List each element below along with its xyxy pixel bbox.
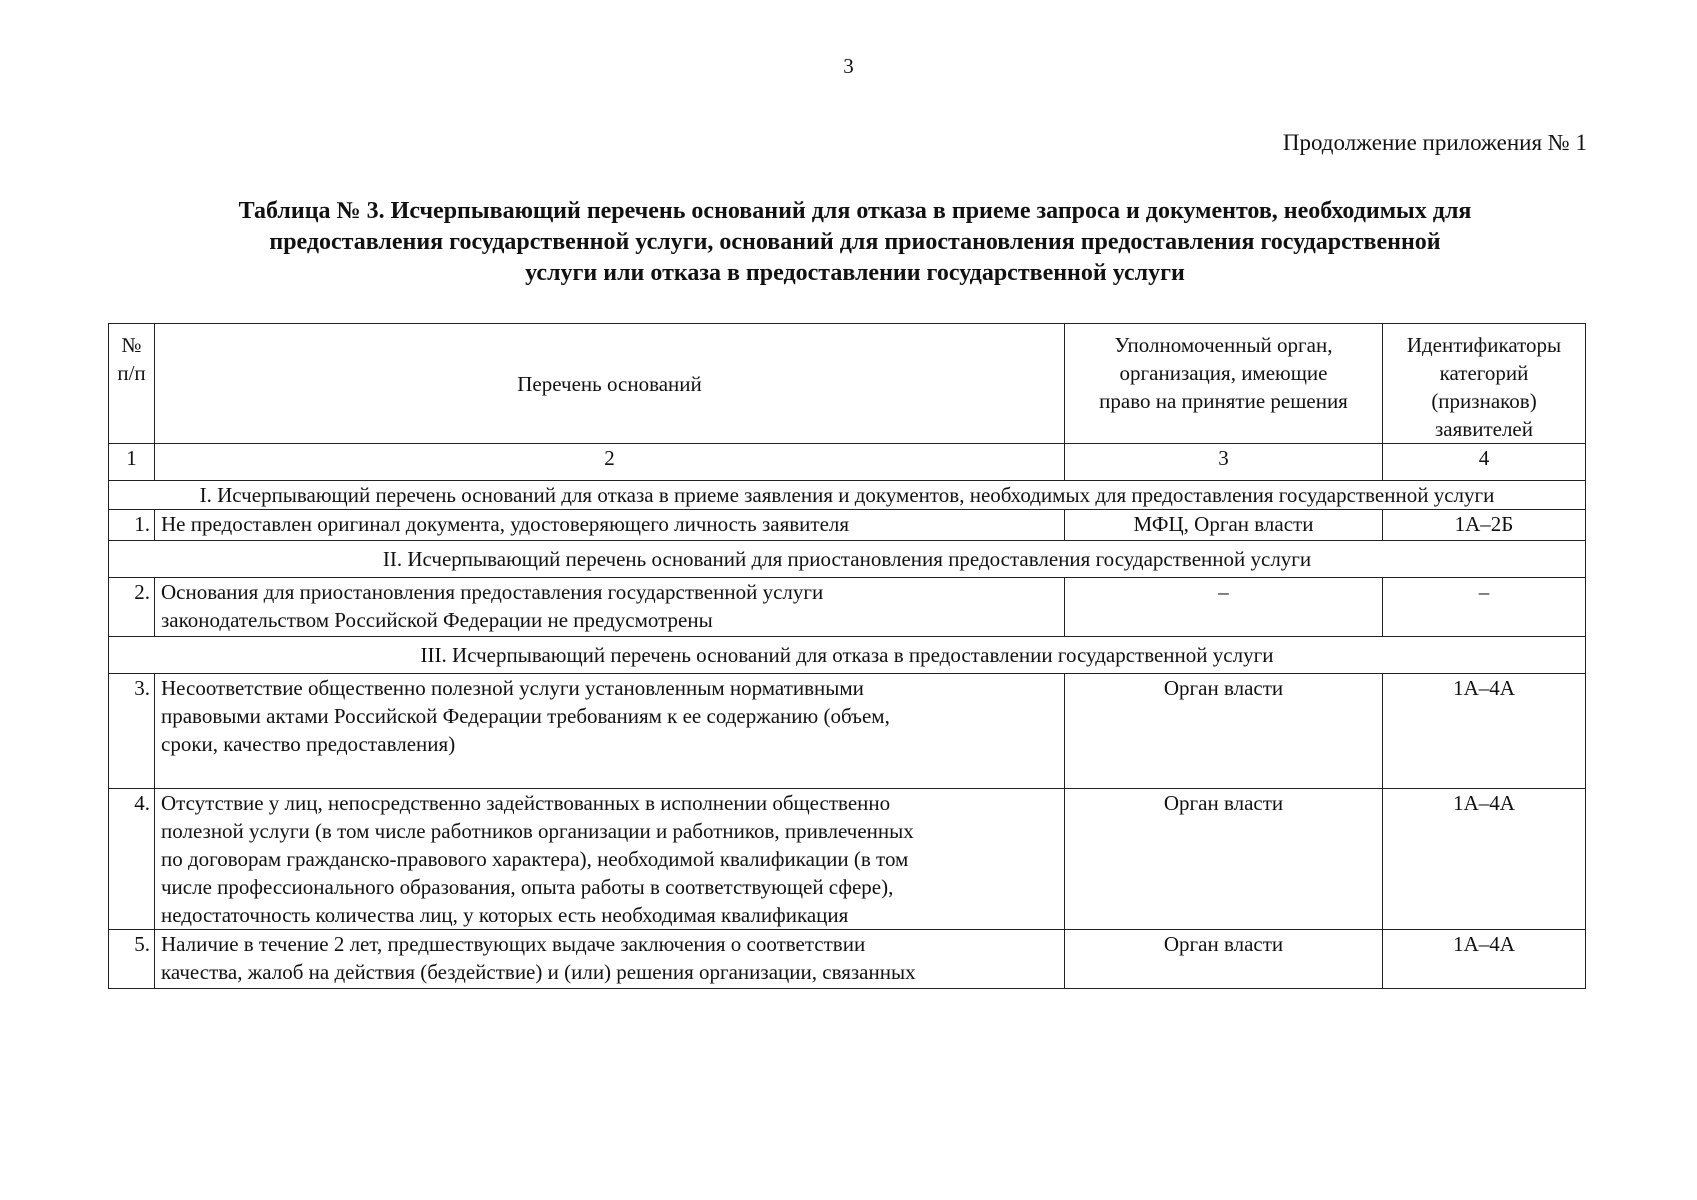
row-identifiers: 1А–4А bbox=[1383, 789, 1586, 930]
row-authority: – bbox=[1065, 578, 1383, 637]
row-text-line: качества, жалоб на действия (бездействие) и (или) решения организации, связанных bbox=[161, 960, 916, 984]
row-identifiers: – bbox=[1383, 578, 1586, 637]
row-identifiers: 1А–4А bbox=[1383, 674, 1586, 789]
row-authority: МФЦ, Орган власти bbox=[1065, 510, 1383, 541]
row-grounds-text bbox=[155, 674, 1065, 789]
column-index-row bbox=[109, 444, 1586, 481]
table-title bbox=[110, 196, 1600, 289]
column-index-cell: 2 bbox=[155, 444, 1065, 481]
table-row bbox=[109, 930, 1586, 989]
table-title-line: Таблица № 3. Исчерпывающий перечень оснований для отказа в приеме запроса и документов, необходимых для bbox=[238, 198, 1472, 224]
header-number-abbrev: п/п bbox=[117, 361, 146, 385]
header-grounds-cell: Перечень оснований bbox=[155, 324, 1065, 444]
header-identifiers-line: Идентификаторы bbox=[1406, 333, 1562, 357]
header-number-cell bbox=[109, 324, 155, 444]
row-text-line: недостаточность количества лиц, у которых есть необходимая квалификация bbox=[161, 903, 849, 927]
row-authority: Орган власти bbox=[1065, 930, 1383, 989]
row-number: 4. bbox=[109, 789, 155, 930]
section-row bbox=[109, 541, 1586, 578]
row-identifiers: 1А–2Б bbox=[1383, 510, 1586, 541]
row-number: 3. bbox=[109, 674, 155, 789]
table-row bbox=[109, 510, 1586, 541]
header-identifiers-line: (признаков) bbox=[1431, 389, 1537, 413]
row-text-line: законодательством Российской Федерации не предусмотрены bbox=[161, 608, 713, 632]
table-row bbox=[109, 578, 1586, 637]
table-title-line: предоставления государственной услуги, оснований для приостановления предоставления государственной bbox=[269, 229, 1441, 255]
row-text-line: Наличие в течение 2 лет, предшествующих выдаче заключения о соответствии bbox=[161, 932, 866, 956]
row-grounds-text bbox=[155, 789, 1065, 930]
row-number: 1. bbox=[109, 510, 155, 541]
row-text-line: полезной услуги (в том числе работников организации и работников, привлеченных bbox=[161, 819, 914, 843]
column-index-cell: 3 bbox=[1065, 444, 1383, 481]
table-row bbox=[109, 674, 1586, 789]
header-identifiers-cell bbox=[1383, 324, 1586, 444]
section-heading-2: II. Исчерпывающий перечень оснований для приостановления предоставления государственной услуги bbox=[109, 541, 1586, 578]
row-text-line: Отсутствие у лиц, непосредственно задействованных в исполнении общественно bbox=[161, 791, 891, 815]
row-text-line: числе профессионального образования, опыта работы в соответствующей сфере), bbox=[161, 875, 894, 899]
row-authority: Орган власти bbox=[1065, 789, 1383, 930]
section-row bbox=[109, 637, 1586, 674]
row-text-line: Основания для приостановления предоставления государственной услуги bbox=[161, 580, 824, 604]
header-number-symbol: № bbox=[121, 333, 142, 357]
page-number: 3 bbox=[843, 54, 854, 78]
table-header-row bbox=[109, 324, 1586, 444]
column-index-cell: 1 bbox=[109, 444, 155, 481]
row-number: 2. bbox=[109, 578, 155, 637]
row-identifiers: 1А–4А bbox=[1383, 930, 1586, 989]
grounds-table bbox=[108, 323, 1586, 989]
row-text-line: Несоответствие общественно полезной услуги установленным нормативными bbox=[161, 676, 864, 700]
header-identifiers-line: категорий bbox=[1439, 361, 1529, 385]
header-authority-line: право на принятие решения bbox=[1099, 389, 1348, 413]
table-title-line: услуги или отказа в предоставлении государственной услуги bbox=[525, 260, 1185, 286]
header-authority-line: Уполномоченный орган, bbox=[1114, 333, 1333, 357]
header-identifiers-line: заявителей bbox=[1435, 417, 1533, 441]
row-number: 5. bbox=[109, 930, 155, 989]
row-grounds-text: Не предоставлен оригинал документа, удостоверяющего личность заявителя bbox=[155, 510, 1065, 541]
table-row bbox=[109, 789, 1586, 930]
column-index-cell: 4 bbox=[1383, 444, 1586, 481]
row-grounds-text bbox=[155, 930, 1065, 989]
row-text-line: сроки, качество предоставления) bbox=[161, 732, 456, 756]
section-heading-3: III. Исчерпывающий перечень оснований для отказа в предоставлении государственной услуги bbox=[109, 637, 1586, 674]
header-authority-cell bbox=[1065, 324, 1383, 444]
section-heading-1: I. Исчерпывающий перечень оснований для отказа в приеме заявления и документов, необходимых для предоставления государственной услуги bbox=[109, 481, 1586, 510]
row-text-line: правовыми актами Российской Федерации требованиям к ее содержанию (объем, bbox=[161, 704, 890, 728]
section-row bbox=[109, 481, 1586, 510]
header-authority-line: организация, имеющие bbox=[1119, 361, 1328, 385]
row-grounds-text bbox=[155, 578, 1065, 637]
appendix-continuation-label: Продолжение приложения № 1 bbox=[1282, 130, 1587, 155]
row-text-line: по договорам гражданско-правового характера), необходимой квалификации (в том bbox=[161, 847, 909, 871]
row-authority: Орган власти bbox=[1065, 674, 1383, 789]
